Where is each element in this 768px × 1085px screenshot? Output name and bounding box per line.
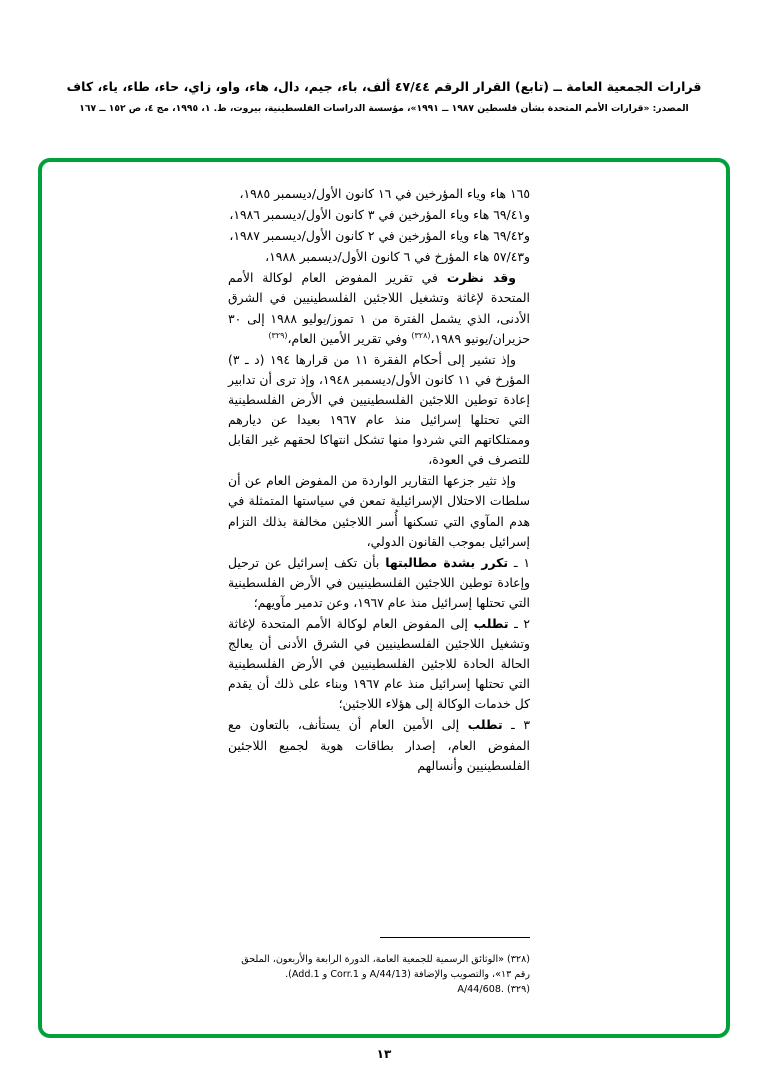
item-number: ٢ ـ: [514, 615, 530, 631]
document-body: [228, 184, 530, 777]
footnote-ref-329: (٣٢٩): [268, 330, 288, 340]
footnote-ref-328: (٣٢٨): [411, 330, 431, 340]
paragraph-lead-in: وقد نظرت: [446, 270, 516, 286]
footnote-328: (٣٢٨) «الوثائق الرسمية للجمعية العامة، الدورة الرابعة والأربعون، الملحق رقم ١٣»، والتصويب والإضافة (A/44/13 و Corr.1 و Add.1).: [241, 954, 530, 981]
footnote-block: [228, 953, 530, 998]
item-text: بأن تكف إسرائيل عن ترحيل وإعادة توطين اللاجئين الفلسطينيين في الأرض الفلسطينية التي تحتلها إسرائيل منذ عام ١٩٦٧، وعن تدمير مآويهم؛: [228, 554, 530, 610]
paragraph-text-tail: وفي تقرير الأمين العام،: [287, 330, 408, 346]
paragraph-line: و٦٩/٤٢ هاء وياء المؤرخين في ٢ كانون الأول/ديسمبر ١٩٨٧،: [229, 228, 530, 244]
item-lead-in: تكرر بشدة مطالبتها: [385, 554, 509, 570]
paragraph-line: ١٦٥ هاء وياء المؤرخين في ١٦ كانون الأول/ديسمبر ١٩٨٥،: [239, 186, 530, 201]
source-line: المصدر: «قرارات الأمم المتحدة بشأن فلسطين ١٩٨٧ ــ ١٩٩١»، مؤسسة الدراسات الفلسطينية، بيروت، ط. ١، ١٩٩٥، مج ٤، ص ١٥٢ ــ ١٦٧: [79, 102, 689, 114]
paragraph-considering: [228, 268, 530, 348]
content-frame: [38, 158, 730, 1038]
paragraph-text: في تقرير المفوض العام لوكالة الأمم المتحدة لإغاثة وتشغيل اللاجئين الفلسطينيين في الشرق الأدنى، الذي يشمل الفترة من ١ تموز/يوليو ١٩٨٨ إلى ٣٠ حزيران/يونيو ١٩٨٩،: [228, 270, 530, 346]
paragraph-line: و٥٧/٤٣ هاء المؤرخ في ٦ كانون الأول/ديسمبر ١٩٨٨،: [265, 249, 530, 265]
page-title: قرارات الجمعية العامة ــ (تابع) القرار الرقم ٤٧/٤٤ ألف، باء، جيم، دال، هاء، واو، زاي، حاء، طاء، ياء، كاف: [66, 79, 702, 94]
page-header: [0, 78, 768, 115]
paragraph-line: و٦٩/٤١ هاء وياء المؤرخين في ٣ كانون الأول/ديسمبر ١٩٨٦،: [229, 207, 530, 223]
page-number: ١٣: [376, 1047, 392, 1061]
item-text: إلى الأمين العام أن يستأنف، بالتعاون مع المفوض العام، إصدار بطاقات هوية لجميع اللاجئين الفلسطينيين وأنسالهم: [228, 717, 530, 773]
item-lead-in: تطلب: [467, 717, 503, 733]
paragraph-alarmed: وإذ تثير جزعها التقارير الواردة من المفوض العام عن أن سلطات الاحتلال الإسرائيلية تمعن في سياستها المتمثلة في هدم المآوي التي تسكنها أُسر اللاجئين مخالفة بذلك التزام إسرائيل بموجب القانون الدولي،: [228, 473, 530, 549]
paragraph-recalling: وإذ تشير إلى أحكام الفقرة ١١ من قرارها ١٩٤ (د ـ ٣) المؤرخ في ١١ كانون الأول/ديسمبر ١٩٤٨، وإذ ترى أن تدابير إعادة توطين اللاجئين الفلسطينيين في الأرض الفلسطينية التي تحتلها إسرائيل منذ عام ١٩٦٧ بعيدا عن ديارهم وممتلكاتهم التي شردوا منها تشكل انتهاكا لحقهم غير القابل للتصرف في العودة،: [228, 351, 530, 468]
item-number: ٣ ـ: [511, 717, 530, 733]
item-number: ١ ـ: [513, 554, 530, 570]
operative-item-2: [228, 614, 530, 714]
item-text: إلى المفوض العام لوكالة الأمم المتحدة لإغاثة وتشغيل اللاجئين الفلسطينيين في الشرق الأدنى أن يعالج الحالة الحادة للاجئين الفلسطينيين في الأرض الفلسطينية التي تحتلها إسرائيل منذ عام ١٩٦٧ وبناء على ذلك أن يقدم كل خدمات الوكالة إلى هؤلاء اللاجئين؛: [228, 615, 530, 712]
operative-item-3: [228, 715, 530, 775]
operative-item-1: [228, 553, 530, 613]
footnote-329: A/44/608. (٣٢٩): [457, 984, 530, 996]
footnote-separator: [380, 937, 530, 938]
item-lead-in: تطلب: [473, 615, 509, 631]
